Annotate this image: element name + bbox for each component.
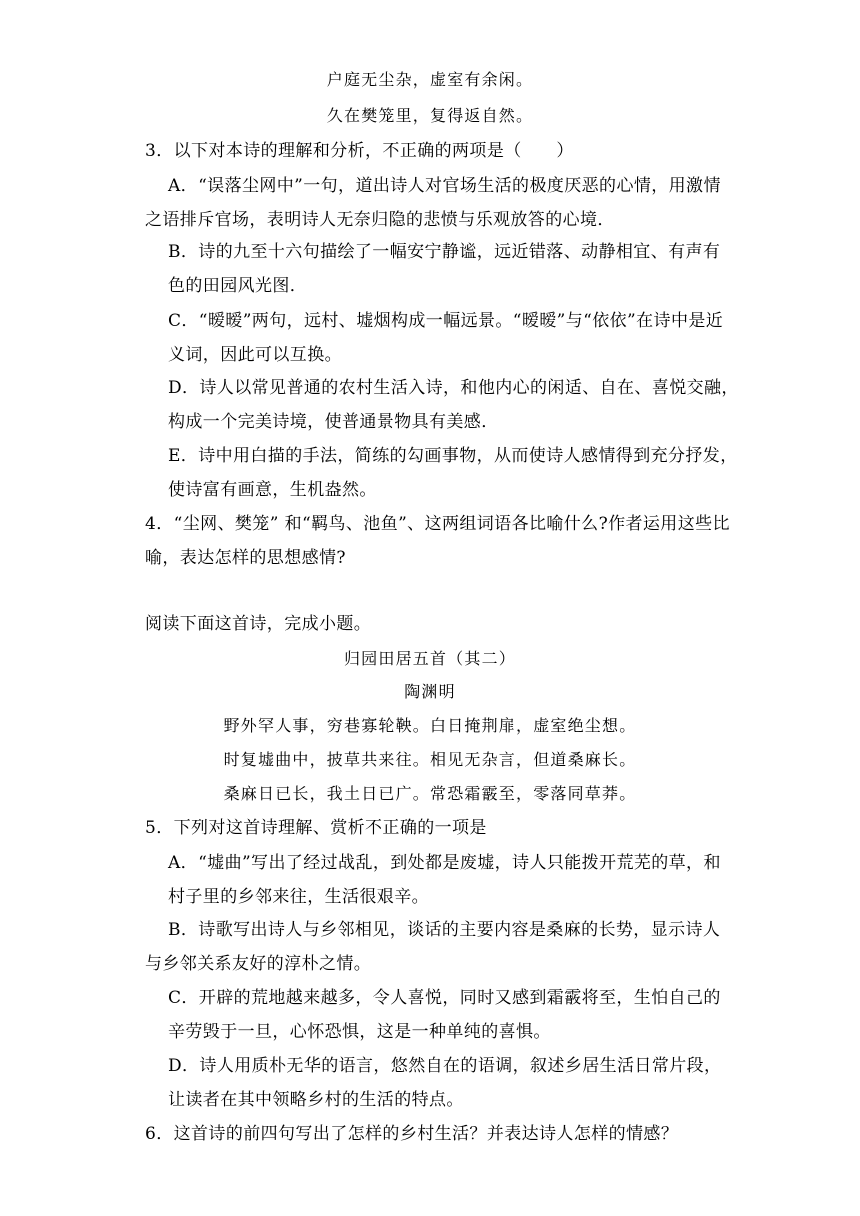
option-line: 使诗富有画意，生机盎然。: [168, 480, 377, 500]
option-line: C．“暧暧”两句，远村、墟烟构成一幅远景。“暧暧”与“依依”在诗中是近: [168, 311, 724, 331]
option-line: B．诗歌写出诗人与乡邻相见，谈话的主要内容是桑麻的长势，显示诗人: [168, 920, 721, 940]
question-3-stem: 3．以下对本诗的理解和分析，不正确的两项是（ ）: [145, 141, 574, 161]
question-5-stem: 5．下列对这首诗理解、赏析不正确的一项是: [145, 818, 487, 838]
option-line: 义词，因此可以互换。: [168, 345, 342, 365]
option-line: 让读者在其中领略乡村的生活的特点。: [168, 1090, 464, 1110]
option-line: 之语排斥官场，表明诗人无奈归隐的悲愤与乐观放答的心境．: [145, 210, 615, 230]
option-line: E．诗中用白描的手法，简练的勾画事物，从而使诗人感情得到充分抒发，: [168, 446, 738, 466]
option-line: 色的田园风光图．: [168, 276, 308, 296]
option-line: A．“墟曲”写出了经过战乱，到处都是废墟，诗人只能拨开荒芜的草，和: [168, 853, 721, 873]
option-line: B．诗的九至十六句描绘了一幅安宁静谧，远近错落、动静相宜、有声有: [168, 242, 721, 262]
option-line: C．开辟的荒地越来越多，令人喜悦，同时又感到霜霰将至，生怕自己的: [168, 988, 721, 1008]
poem-line: 野外罕人事，穷巷寡轮鞅。白日掩荆扉，虚室绝尘想。: [223, 716, 637, 735]
reading-intro: 阅读下面这首诗，完成小题。: [145, 614, 372, 634]
option-line: 构成一个完美诗境，使普通景物具有美感．: [168, 412, 499, 432]
option-line: 与乡邻关系友好的淳朴之情。: [145, 954, 372, 974]
question-4-line: 4．“尘网、樊笼” 和“羁鸟、池鱼”、这两组词语各比喻什么?作者运用这些比: [145, 514, 730, 534]
poem-line: 桑麻日已长，我土日已广。常恐霜霰至，零落同草莽。: [223, 784, 637, 803]
option-line: A．“误落尘网中”一句，道出诗人对官场生活的极度厌恶的心情，用激情: [168, 176, 721, 196]
poem-title: 归园田居五首（其二）: [343, 649, 516, 668]
question-6-stem: 6．这首诗的前四句写出了怎样的乡村生活？并表达诗人怎样的情感？: [145, 1124, 679, 1144]
option-line: D．诗人用质朴无华的语言，悠然自在的语调，叙述乡居生活日常片段，: [168, 1056, 722, 1076]
option-line: 辛劳毁于一旦，心怀恐惧，这是一种单纯的喜惧。: [168, 1022, 551, 1042]
option-line: 村子里的乡邻来往，生活很艰辛。: [168, 887, 429, 907]
poem-line: 时复墟曲中，披草共来往。相见无杂言，但道桑麻长。: [223, 750, 637, 769]
poem-line: 户庭无尘杂，虚室有余闲。: [326, 70, 534, 89]
question-4-line: 喻，表达怎样的思想感情?: [145, 548, 346, 568]
option-line: D．诗人以常见普通的农村生活入诗，和他内心的闲适、自在、喜悦交融，: [168, 378, 739, 398]
poem-line: 久在樊笼里，复得返自然。: [326, 106, 534, 125]
poem-author: 陶渊明: [404, 682, 456, 701]
